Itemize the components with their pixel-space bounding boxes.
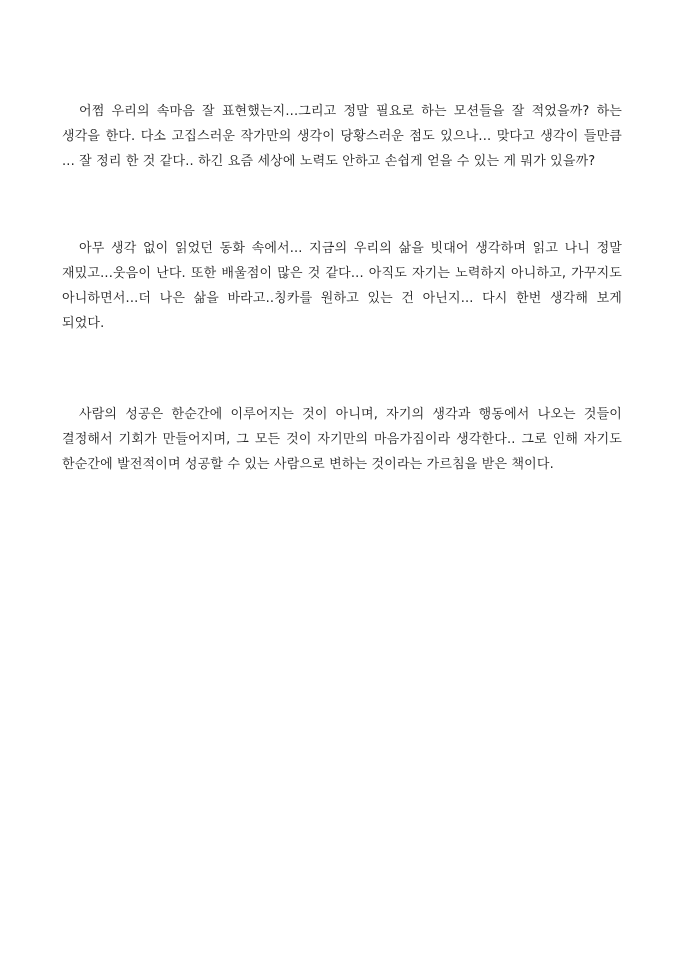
paragraph-3: 사람의 성공은 한순간에 이루어지는 것이 아니며, 자기의 생각과 행동에서 나오는 것들이 결정해서 기회가 만들어지며, 그 모든 것이 자기만의 마음가짐이라 생각한다.. 그로 인해 자기도 한순간에 발전적이며 성공할 수 있는 사람으로 변하는 것이라는 가르침을 받은 책이다. <box>62 407 622 472</box>
paragraph-2: 아무 생각 없이 읽었던 동화 속에서... 지금의 우리의 삶을 빗대어 생각하며 읽고 나니 정말 재밌고...웃음이 난다. 또한 배울점이 많은 것 같다... 아직도 자기는 노력하지 아니하고, 가꾸지도 아니하면서...더 나은 삶을 바라고..칭카를 원하고 있는 건 아닌지... 다시 한번 생각해 보게 되었다. <box>62 241 622 331</box>
paragraph-1: 어쩜 우리의 속마음 잘 표현했는지...그리고 정말 필요로 하는 모션들을 잘 적었을까? 하는 생각을 한다. 다소 고집스러운 작가만의 생각이 당황스러운 점도 있으나... 맞다고 생각이 들만큼 ... 잘 정리 한 것 같다.. 하긴 요즘 세상에 노력도 안하고 손쉽게 얻을 수 있는 게 뭐가 있을까? <box>62 104 622 169</box>
